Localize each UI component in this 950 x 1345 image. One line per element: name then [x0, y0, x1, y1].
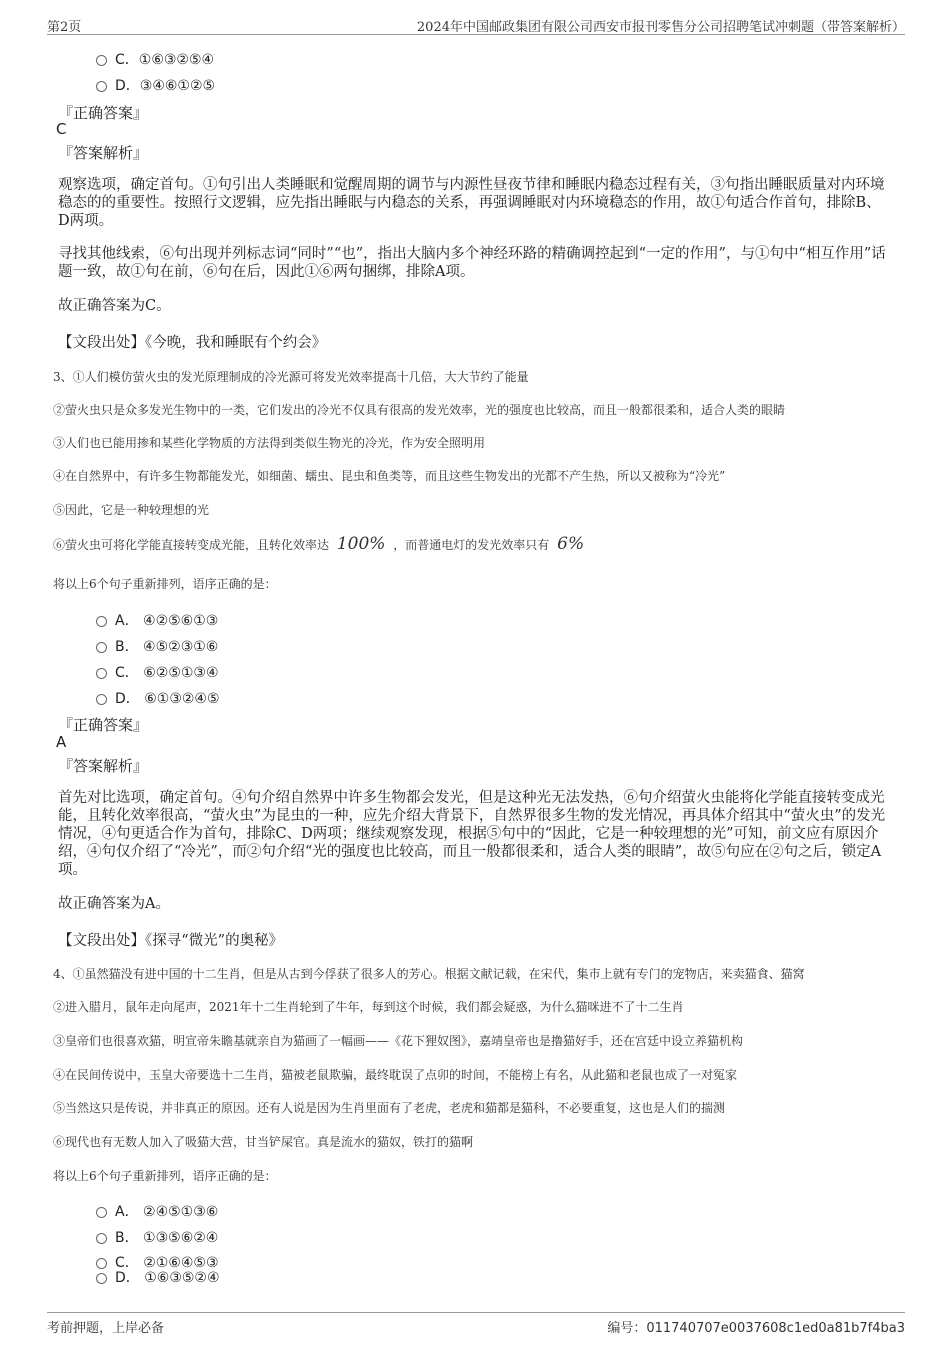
radio-icon[interactable]: [96, 694, 107, 705]
question-sentence: ⑤当然这只是传说，并非真正的原因。还有人说是因为生肖里面有了老虎，老虎和猫都是猫科，不必要重复，这也是人们的揣测: [53, 1101, 726, 1115]
math-value: 6%: [557, 534, 585, 554]
radio-icon[interactable]: [96, 55, 107, 66]
radio-icon[interactable]: [96, 1207, 107, 1218]
option-b[interactable]: B． ①③⑤⑥②④: [96, 1227, 218, 1247]
analysis-label: 『答案解析』: [58, 757, 149, 775]
radio-icon[interactable]: [96, 1273, 107, 1284]
math-value: 100%: [336, 534, 386, 554]
source-citation: 【文段出处】《今晚，我和睡眠有个约会》: [58, 335, 327, 351]
question-sentence: ⑥现代也有无数人加入了吸猫大营，甘当铲屎官。真是流水的猫奴，铁打的猫啊: [53, 1135, 474, 1149]
question-sentence: ②萤火虫只是众多发光生物中的一类，它们发出的冷光不仅具有很高的发光效率，光的强度也比较高，而且一般都很柔和，适合人类的眼睛: [53, 403, 786, 417]
radio-icon[interactable]: [96, 81, 107, 92]
question-sentence: ④在自然界中，有许多生物都能发光，如细菌、蠕虫、昆虫和鱼类等，而且这些生物发出的光都不产生热，所以又被称为“冷光”: [53, 469, 726, 483]
page-header: [47, 14, 905, 35]
question-sentence: ④在民间传说中，玉皇大帝要选十二生肖，猫被老鼠欺骗，最终耽误了点卯的时间，不能榜上有名，从此猫和老鼠也成了一对冤家: [53, 1068, 738, 1082]
analysis-paragraph: 首先对比选项，确定首句。④句介绍自然界中许多生物都会发光，但是这种光无法发热，⑥句介绍萤火虫能将化学能直接转变成光能，且转化效率很高，“萤火虫”为昆虫的一种，应先介绍大背景下，自然界很多生物的发光情况，再具体介绍其中“萤火虫”的发光情况，④句更适合作为首句，排除C、D两项；继续观察发现，根据⑤句中的“因此，它是一种较理想的光”可知，前文应有原因介绍，④句仅介绍了“冷光”，而②句介绍“光的强度也比较高，而且一般都很柔和，适合人类的眼睛”，故⑤句应在②句之后，锁定A项。: [58, 790, 886, 878]
analysis-conclusion: 故正确答案为A。: [58, 896, 170, 912]
question-sentence: ⑤因此，它是一种较理想的光: [53, 503, 210, 517]
document-title: 2024年中国邮政集团有限公司西安市报刊零售分公司招聘笔试冲刺题（带答案解析）: [416, 20, 905, 35]
answer-label: 『正确答案』: [58, 104, 149, 122]
question-prompt: 将以上6个句子重新排列，语序正确的是：: [53, 1169, 277, 1183]
analysis-paragraph: 观察选项，确定首句。①句引出人类睡眠和觉醒周期的调节与内源性昼夜节律和睡眠内稳态过程有关，③句指出睡眠质量对内环境稳态的的重要性。按照行文逻辑，应先指出睡眠与内稳态的关系，再强调睡眠对内环境稳态的作用，故①句适合作首句，排除B、D两项。: [58, 177, 885, 229]
analysis-label: 『答案解析』: [58, 144, 149, 162]
analysis-conclusion: 故正确答案为C。: [58, 298, 171, 314]
radio-icon[interactable]: [96, 616, 107, 627]
option-a[interactable]: A． ④②⑤⑥①③: [96, 610, 218, 630]
option-a[interactable]: A． ②④⑤①③⑥: [96, 1201, 218, 1221]
question-sentence: 4、①虽然猫没有进中国的十二生肖，但是从古到今俘获了很多人的芳心。根据文献记载，在宋代，集市上就有专门的宠物店，来卖猫食、猫窝: [53, 967, 805, 981]
source-citation: 【文段出处】《探寻“微光”的奥秘》: [58, 933, 284, 949]
page-number: 第2页: [47, 20, 82, 35]
option-c[interactable]: C．①⑥③②⑤④: [96, 49, 214, 69]
question-sentence: ③皇帝们也很喜欢猫，明宣帝朱瞻基就亲自为猫画了一幅画——《花下狸奴图》，嘉靖皇帝也是撸猫好手，还在宫廷中设立养猫机构: [53, 1034, 744, 1048]
question-sentence: 3、①人们模仿萤火虫的发光原理制成的冷光源可将发光效率提高十几倍，大大节约了能量: [53, 370, 529, 384]
radio-icon[interactable]: [96, 1233, 107, 1244]
option-d[interactable]: D．③④⑥①②⑤: [96, 75, 215, 95]
analysis-paragraph: 寻找其他线索，⑥句出现并列标志词“同时”“也”，指出大脑内多个神经环路的精确调控起到“一定的作用”，与①句中“相互作用”话题一致，故①句在前，⑥句在后，因此①⑥两句捆绑，排除A项。: [58, 246, 886, 280]
correct-answer: C: [56, 120, 67, 138]
option-d[interactable]: D． ⑥①③②④⑤: [96, 688, 220, 708]
correct-answer: A: [56, 733, 67, 751]
option-c[interactable]: C． ②①⑥④⑤③: [96, 1252, 219, 1272]
question-sentence: ⑥萤火虫可将化学能直接转变成光能，且转化效率达 100% ，而普通电灯的发光效率只有 6%: [53, 534, 585, 554]
answer-label: 『正确答案』: [58, 716, 149, 734]
question-sentence: ③人们也已能用掺和某些化学物质的方法得到类似生物光的冷光，作为安全照明用: [53, 436, 486, 450]
radio-icon[interactable]: [96, 642, 107, 653]
document-code: 编号：011740707e0037608c1ed0a81b7f4ba3: [607, 1321, 905, 1336]
question-prompt: 将以上6个句子重新排列，语序正确的是：: [53, 577, 277, 591]
question-sentence: ②进入腊月，鼠年走向尾声，2021年十二生肖轮到了牛年，每到这个时候，我们都会疑惑，为什么猫咪进不了十二生肖: [53, 1000, 684, 1014]
option-c[interactable]: C． ⑥②⑤①③④: [96, 662, 219, 682]
option-b[interactable]: B． ④⑤②③①⑥: [96, 636, 218, 656]
page-footer: [47, 1312, 905, 1337]
option-d[interactable]: D． ①⑥③⑤②④: [96, 1267, 220, 1287]
radio-icon[interactable]: [96, 668, 107, 679]
footer-slogan: 考前押题，上岸必备: [47, 1321, 165, 1336]
